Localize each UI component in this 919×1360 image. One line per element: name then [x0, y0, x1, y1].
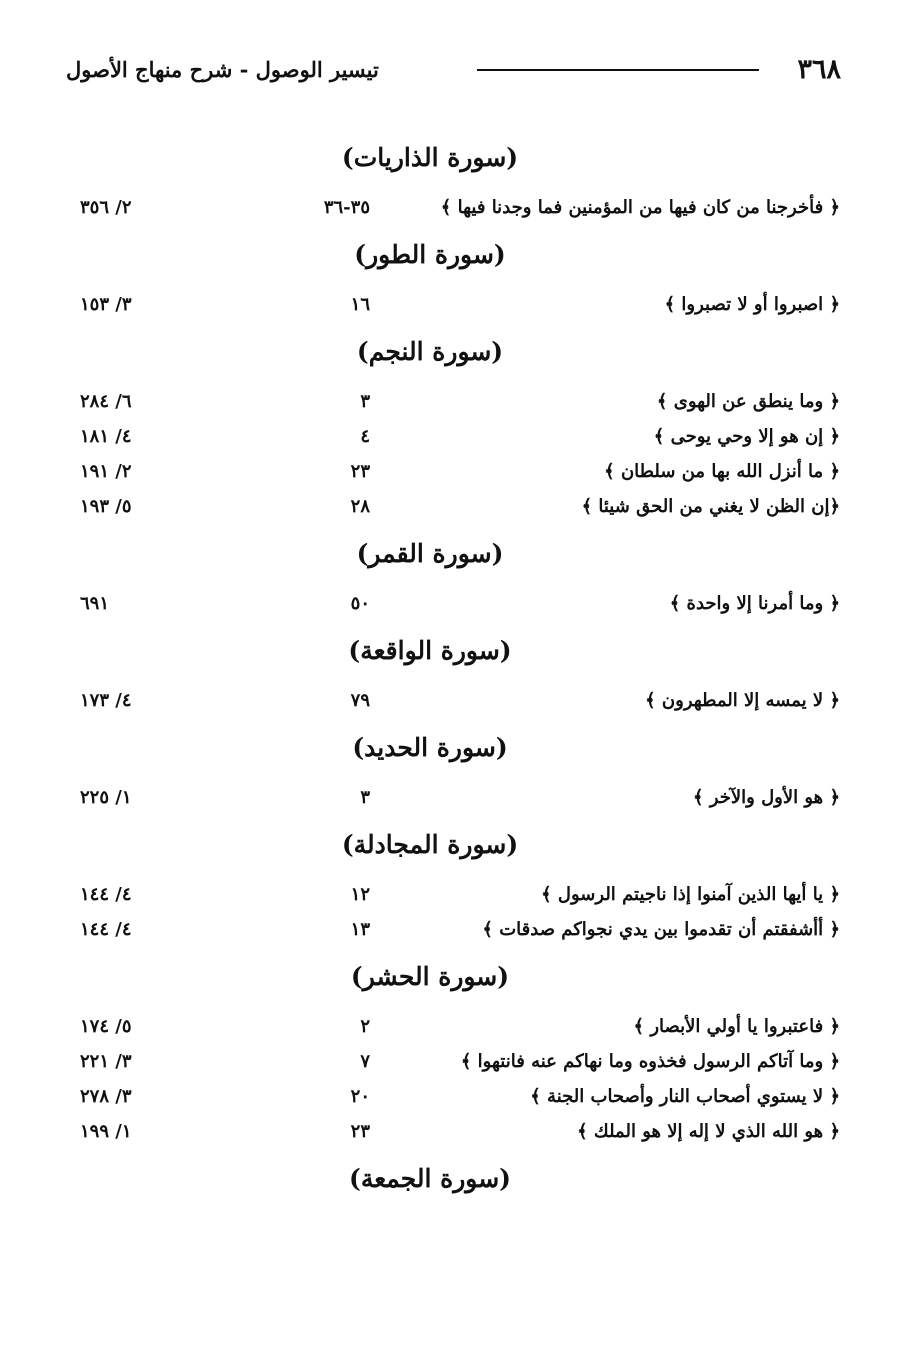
surah-heading-text: (سورة المجادلة): [341, 830, 519, 859]
verse-number: ١٣: [350, 919, 370, 940]
verse-row: [80, 1044, 840, 1079]
verse-number: ١٢: [350, 884, 370, 905]
page-reference: ٢/ ٣٥٦: [80, 197, 132, 218]
verse-number: ٤: [360, 426, 370, 447]
running-header: [66, 50, 841, 90]
verse-number: ٣: [360, 391, 370, 412]
surah-heading-text: (سورة الذاريات): [341, 143, 519, 172]
surah-heading: [80, 633, 840, 669]
verse-number: ٧: [360, 1051, 370, 1072]
page-reference: ٦٩١: [80, 593, 110, 614]
verse-number: ٥٠: [350, 593, 370, 614]
verse-number: ١٦: [350, 294, 370, 315]
verse-number: ٧٩: [350, 690, 370, 711]
surah-section: [80, 730, 840, 815]
surah-section: [80, 334, 840, 524]
surah-section: [80, 827, 840, 947]
verse-number: ٣: [360, 787, 370, 808]
verse-row: [80, 683, 840, 718]
verse-text: ﴿ وما ينطق عن الهوى ﴾: [656, 391, 840, 412]
verse-number: ٣٥-٣٦: [323, 197, 370, 218]
surah-heading-text: (سورة النجم): [356, 337, 504, 366]
surah-section: [80, 237, 840, 322]
verse-text: ﴿ اصبروا أو لا تصبروا ﴾: [664, 294, 840, 315]
verse-text: ﴿ لا يمسه إلا المطهرون ﴾: [645, 690, 840, 711]
verse-row: [80, 1114, 840, 1149]
verse-text: ﴿ إن هو إلا وحي يوحى ﴾: [653, 426, 840, 447]
surah-heading: [80, 959, 840, 995]
surah-heading: [80, 140, 840, 176]
verse-number: ٢٠: [350, 1086, 370, 1107]
verse-number: ٢٣: [350, 1121, 370, 1142]
verse-row: [80, 190, 840, 225]
surah-section: [80, 536, 840, 621]
header-rule: [477, 69, 759, 71]
verse-row: [80, 419, 840, 454]
verse-text: ﴿ هو الله الذي لا إله إلا هو الملك ﴾: [577, 1121, 840, 1142]
page-reference: ٤/ ١٨١: [80, 426, 132, 447]
verse-text: ﴿ أأشفقتم أن تقدموا بين يدي نجواكم صدقات ﴾: [482, 919, 840, 940]
verse-row: [80, 780, 840, 815]
book-title: تيسير الوصول - شرح منهاج الأصول: [66, 57, 379, 82]
verse-number: ٢٣: [350, 461, 370, 482]
verse-text: ﴿ فأخرجنا من كان فيها من المؤمنين فما وجدنا فيها ﴾: [440, 197, 840, 218]
surah-heading: [80, 827, 840, 863]
page-reference: ٣/ ٢٢١: [80, 1051, 132, 1072]
page-reference: ٥/ ١٩٣: [80, 496, 132, 517]
surah-heading-text: (سورة الحشر): [350, 962, 510, 991]
surah-heading: [80, 730, 840, 766]
verse-text: ﴿ ما أنزل الله بها من سلطان ﴾: [604, 461, 840, 482]
page-number: ٣٦٨: [797, 54, 841, 85]
verse-index: [80, 128, 840, 1211]
verse-number: ٢: [360, 1016, 370, 1037]
page-reference: ٣/ ١٥٣: [80, 294, 132, 315]
page-reference: ٣/ ٢٧٨: [80, 1086, 132, 1107]
verse-row: [80, 1079, 840, 1114]
page-reference: ٦/ ٢٨٤: [80, 391, 132, 412]
page-reference: ٤/ ١٧٣: [80, 690, 132, 711]
surah-heading: [80, 237, 840, 273]
surah-heading-text: (سورة القمر): [356, 539, 504, 568]
verse-row: [80, 454, 840, 489]
verse-text: ﴿إن الظن لا يغني من الحق شيئا ﴾: [581, 496, 840, 517]
verse-text: ﴿ لا يستوي أصحاب النار وأصحاب الجنة ﴾: [530, 1086, 840, 1107]
surah-heading-text: (سورة الطور): [354, 240, 506, 269]
verse-text: ﴿ فاعتبروا يا أولي الأبصار ﴾: [633, 1016, 840, 1037]
verse-row: [80, 912, 840, 947]
verse-row: [80, 1009, 840, 1044]
verse-row: [80, 384, 840, 419]
page-reference: ٢/ ١٩١: [80, 461, 132, 482]
verse-row: [80, 877, 840, 912]
verse-text: ﴿ هو الأول والآخر ﴾: [692, 787, 840, 808]
surah-heading-text: (سورة الواقعة): [348, 636, 512, 665]
page-reference: ١/ ٢٢٥: [80, 787, 132, 808]
page-reference: ٤/ ١٤٤: [80, 884, 132, 905]
surah-heading: [80, 536, 840, 572]
page-reference: ٥/ ١٧٤: [80, 1016, 132, 1037]
verse-row: [80, 586, 840, 621]
surah-section: [80, 1161, 840, 1197]
verse-row: [80, 287, 840, 322]
verse-text: ﴿ يا أيها الذين آمنوا إذا ناجيتم الرسول ﴾: [541, 884, 840, 905]
surah-heading: [80, 334, 840, 370]
verse-number: ٢٨: [350, 496, 370, 517]
surah-heading-text: (سورة الحديد): [352, 733, 508, 762]
surah-section: [80, 140, 840, 225]
verse-text: ﴿ وما أمرنا إلا واحدة ﴾: [669, 593, 840, 614]
surah-heading: [80, 1161, 840, 1197]
surah-heading-text: (سورة الجمعة): [348, 1164, 511, 1193]
verse-row: [80, 489, 840, 524]
page-reference: ٤/ ١٤٤: [80, 919, 132, 940]
page-reference: ١/ ١٩٩: [80, 1121, 132, 1142]
verse-text: ﴿ وما آتاكم الرسول فخذوه وما نهاكم عنه فانتهوا ﴾: [460, 1051, 840, 1072]
surah-section: [80, 633, 840, 718]
surah-section: [80, 959, 840, 1149]
